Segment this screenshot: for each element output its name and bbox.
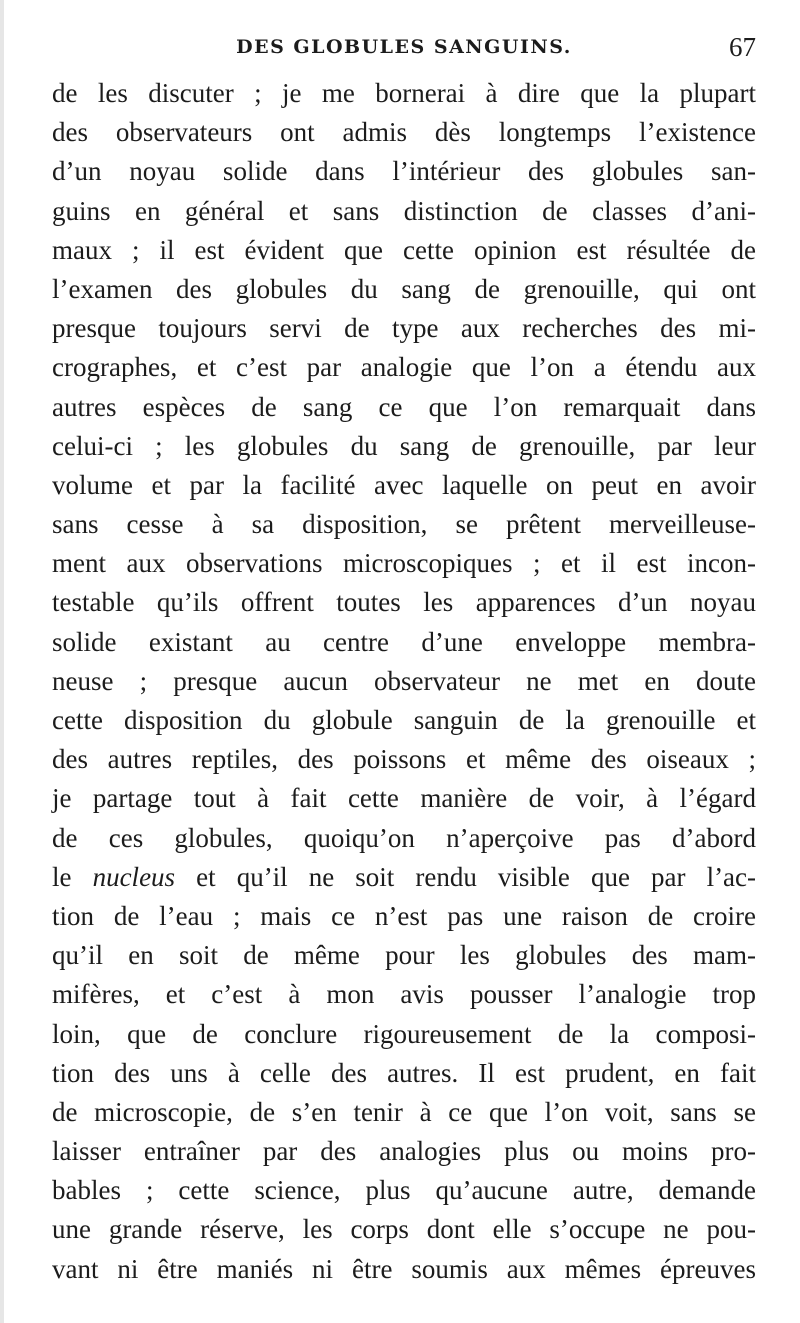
text-line: tion de l’eau ; mais ce n’est pas une raison de croire	[52, 900, 756, 931]
text-line: presque toujours servi de type aux recherches des mi-	[52, 313, 756, 344]
text-line: de les discuter ; je me bornerai à dire que la plupart	[52, 78, 756, 108]
text-line: celui-ci ; les globules du sang de grenouille, par leur	[52, 430, 756, 461]
text-line: bables ; cette science, plus qu’aucune autre, demande	[52, 1175, 756, 1206]
text-line: tion des uns à celle des autres. Il est prudent, en fait	[52, 1057, 756, 1088]
line-suffix: et qu’il ne soit rendu visible que par l’ac-	[196, 861, 757, 892]
text-line: je partage tout à fait cette manière de voir, à l’égard	[52, 783, 756, 814]
text-line: de ces globules, quoiqu’on n’aperçoive pas d’abord	[52, 822, 756, 853]
text-line: crographes, et c’est par analogie que l’on a étendu aux	[52, 352, 756, 383]
running-head	[52, 32, 756, 68]
text-line: volume et par la facilité avec laquelle on peut en avoir	[52, 469, 756, 500]
text-line: d’un noyau solide dans l’intérieur des globules san-	[52, 156, 756, 187]
text-line-with-italic	[52, 858, 756, 897]
text-line: guins en général et sans distinction de classes d’ani-	[52, 195, 756, 226]
text-line: neuse ; presque aucun observateur ne met en doute	[52, 665, 756, 696]
text-line: une grande réserve, les corps dont elle s’occupe ne pou-	[52, 1214, 756, 1245]
text-line: qu’il en soit de même pour les globules des mam-	[52, 940, 756, 971]
text-line: cette disposition du globule sanguin de la grenouille et	[52, 705, 756, 735]
line-prefix: le	[52, 861, 72, 892]
text-line: sans cesse à sa disposition, se prêtent merveilleuse-	[52, 509, 756, 540]
italic-term: nucleus	[92, 861, 176, 892]
text-line: ment aux observations microscopiques ; et il est incon-	[52, 548, 756, 579]
text-line: laisser entraîner par des analogies plus ou moins pro-	[52, 1136, 756, 1167]
text-line: loin, que de conclure rigoureusement de la composi-	[52, 1018, 756, 1049]
text-line: testable qu’ils offrent toutes les apparences d’un noyau	[52, 587, 756, 618]
text-line: l’examen des globules du sang de grenouille, qui ont	[52, 273, 756, 304]
text-line: mifères, et c’est à mon avis pousser l’analogie trop	[52, 979, 756, 1010]
text-line: autres espèces de sang ce que l’on remarquait dans	[52, 391, 756, 422]
text-line: solide existant au centre d’une enveloppe membra-	[52, 626, 756, 657]
text-line: maux ; il est évident que cette opinion est résultée de	[52, 234, 756, 265]
running-title: DES GLOBULES SANGUINS.	[236, 36, 572, 58]
text-line: de microscopie, de s’en tenir à ce que l’on voit, sans se	[52, 1096, 756, 1127]
text-line: vant ni être maniés ni être soumis aux mêmes épreuves	[52, 1253, 756, 1284]
page-number: 67	[729, 32, 756, 62]
text-line: des autres reptiles, des poissons et même des oiseaux ;	[52, 744, 756, 775]
text-line: des observateurs ont admis dès longtemps l’existence	[52, 117, 756, 148]
body-text	[52, 74, 756, 1289]
